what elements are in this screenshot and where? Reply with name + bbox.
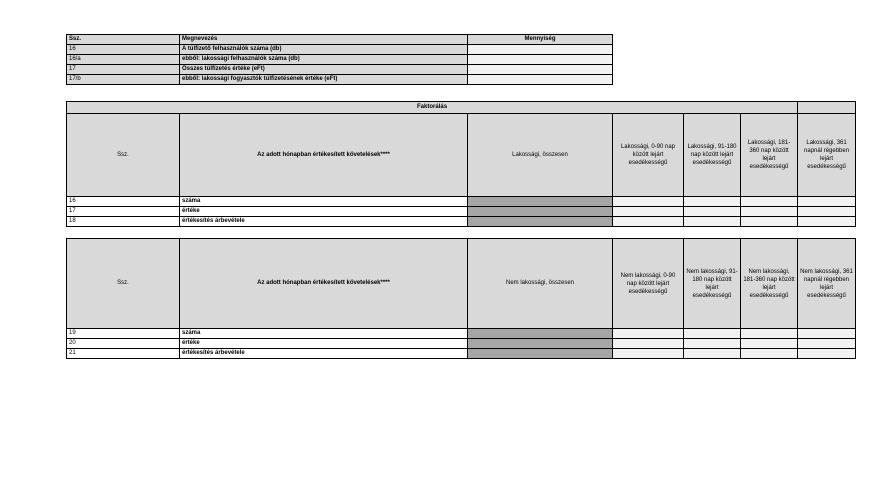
- summary-table: [66, 34, 613, 85]
- summary-col-qty: Mennyiség: [468, 35, 613, 45]
- value-cell[interactable]: [798, 207, 856, 217]
- col-bucket-181-360: Nem lakossági, 181-360 nap között lejárt esedékességű: [741, 239, 798, 329]
- col-ssz: Ssz.: [67, 114, 180, 197]
- col-total: Lakossági, összesen: [468, 114, 613, 197]
- value-cell[interactable]: [741, 207, 798, 217]
- row-ssz: 21: [67, 349, 180, 359]
- quantity-cell[interactable]: [468, 45, 613, 55]
- col-total: Nem lakossági, összesen: [468, 239, 613, 329]
- value-cell[interactable]: [684, 339, 741, 349]
- row-ssz: 19: [67, 329, 180, 339]
- value-cell[interactable]: [684, 207, 741, 217]
- total-cell: [468, 207, 613, 217]
- value-cell[interactable]: [798, 349, 856, 359]
- value-cell[interactable]: [613, 339, 684, 349]
- value-cell[interactable]: [613, 349, 684, 359]
- value-cell[interactable]: [684, 329, 741, 339]
- factoring-title-row: [67, 102, 856, 114]
- col-bucket-0-90: Lakossági, 0-90 nap között lejárt esedékességű: [613, 114, 684, 197]
- row-label: Összes túlfizetés értéke (eFt): [180, 65, 468, 75]
- table-row: [67, 197, 856, 207]
- value-cell[interactable]: [613, 329, 684, 339]
- row-label: száma: [180, 197, 468, 207]
- value-cell[interactable]: [741, 197, 798, 207]
- row-label: ebből: lakossági felhasználók száma (db): [180, 55, 468, 65]
- value-cell[interactable]: [613, 197, 684, 207]
- factoring-table: [66, 101, 856, 227]
- col-description: Az adott hónapban értékesített követelések****: [180, 239, 468, 329]
- col-bucket-0-90: Nem lakossági, 0-90 nap között lejárt esedékességű: [613, 239, 684, 329]
- row-label: ebből: lakossági fogyasztók túlfizetésének értéke (eFt): [180, 75, 468, 85]
- nonresidential-table: [66, 238, 856, 359]
- summary-col-ssz: Ssz.: [67, 35, 180, 45]
- row-ssz: 16: [67, 197, 180, 207]
- col-ssz: Ssz.: [67, 239, 180, 329]
- row-ssz: 17: [67, 207, 180, 217]
- table-row: [67, 45, 613, 55]
- value-cell[interactable]: [798, 339, 856, 349]
- row-label: értékesítés árbevétele: [180, 349, 468, 359]
- total-cell: [468, 217, 613, 227]
- total-cell: [468, 329, 613, 339]
- col-bucket-361-plus: Lakossági, 361 napnál régebben lejárt esedékességű: [798, 114, 856, 197]
- row-label: értéke: [180, 207, 468, 217]
- value-cell[interactable]: [684, 197, 741, 207]
- value-cell[interactable]: [798, 329, 856, 339]
- total-cell: [468, 197, 613, 207]
- row-ssz: 17: [67, 65, 180, 75]
- value-cell[interactable]: [741, 329, 798, 339]
- total-cell: [468, 349, 613, 359]
- summary-header-row: [67, 35, 613, 45]
- total-cell: [468, 339, 613, 349]
- table-row: [67, 207, 856, 217]
- row-label: értéke: [180, 339, 468, 349]
- value-cell[interactable]: [613, 207, 684, 217]
- value-cell[interactable]: [684, 217, 741, 227]
- col-bucket-91-180: Nem lakossági, 91-180 nap között lejárt esedékességű: [684, 239, 741, 329]
- value-cell[interactable]: [741, 339, 798, 349]
- value-cell[interactable]: [741, 349, 798, 359]
- quantity-cell[interactable]: [468, 55, 613, 65]
- value-cell[interactable]: [741, 217, 798, 227]
- table-row: [67, 217, 856, 227]
- value-cell[interactable]: [684, 349, 741, 359]
- factoring-title: Faktorálás: [67, 102, 798, 114]
- table-row: [67, 65, 613, 75]
- nonres-header-row: [67, 239, 856, 329]
- row-label: értékesítés árbevétele: [180, 217, 468, 227]
- summary-col-name: Megnevezés: [180, 35, 468, 45]
- value-cell[interactable]: [798, 197, 856, 207]
- table-row: [67, 75, 613, 85]
- row-label: száma: [180, 329, 468, 339]
- factoring-header-row: [67, 114, 856, 197]
- row-label: A túlfizető felhasználók száma (db): [180, 45, 468, 55]
- col-bucket-181-360: Lakossági, 181-360 nap között lejárt esedékességű: [741, 114, 798, 197]
- table-row: [67, 349, 856, 359]
- value-cell[interactable]: [798, 217, 856, 227]
- value-cell[interactable]: [613, 217, 684, 227]
- title-spacer: [798, 102, 856, 114]
- table-row: [67, 339, 856, 349]
- row-ssz: 18: [67, 217, 180, 227]
- row-ssz: 16: [67, 45, 180, 55]
- row-ssz: 20: [67, 339, 180, 349]
- row-ssz: 16/a: [67, 55, 180, 65]
- quantity-cell[interactable]: [468, 75, 613, 85]
- quantity-cell[interactable]: [468, 65, 613, 75]
- col-description: Az adott hónapban értékesített követelések****: [180, 114, 468, 197]
- table-row: [67, 55, 613, 65]
- col-bucket-91-180: Lakossági, 91-180 nap között lejárt esedékességű: [684, 114, 741, 197]
- row-ssz: 17/b: [67, 75, 180, 85]
- col-bucket-361-plus: Nem lakossági, 361 napnál régebben lejárt esedékességű: [798, 239, 856, 329]
- table-row: [67, 329, 856, 339]
